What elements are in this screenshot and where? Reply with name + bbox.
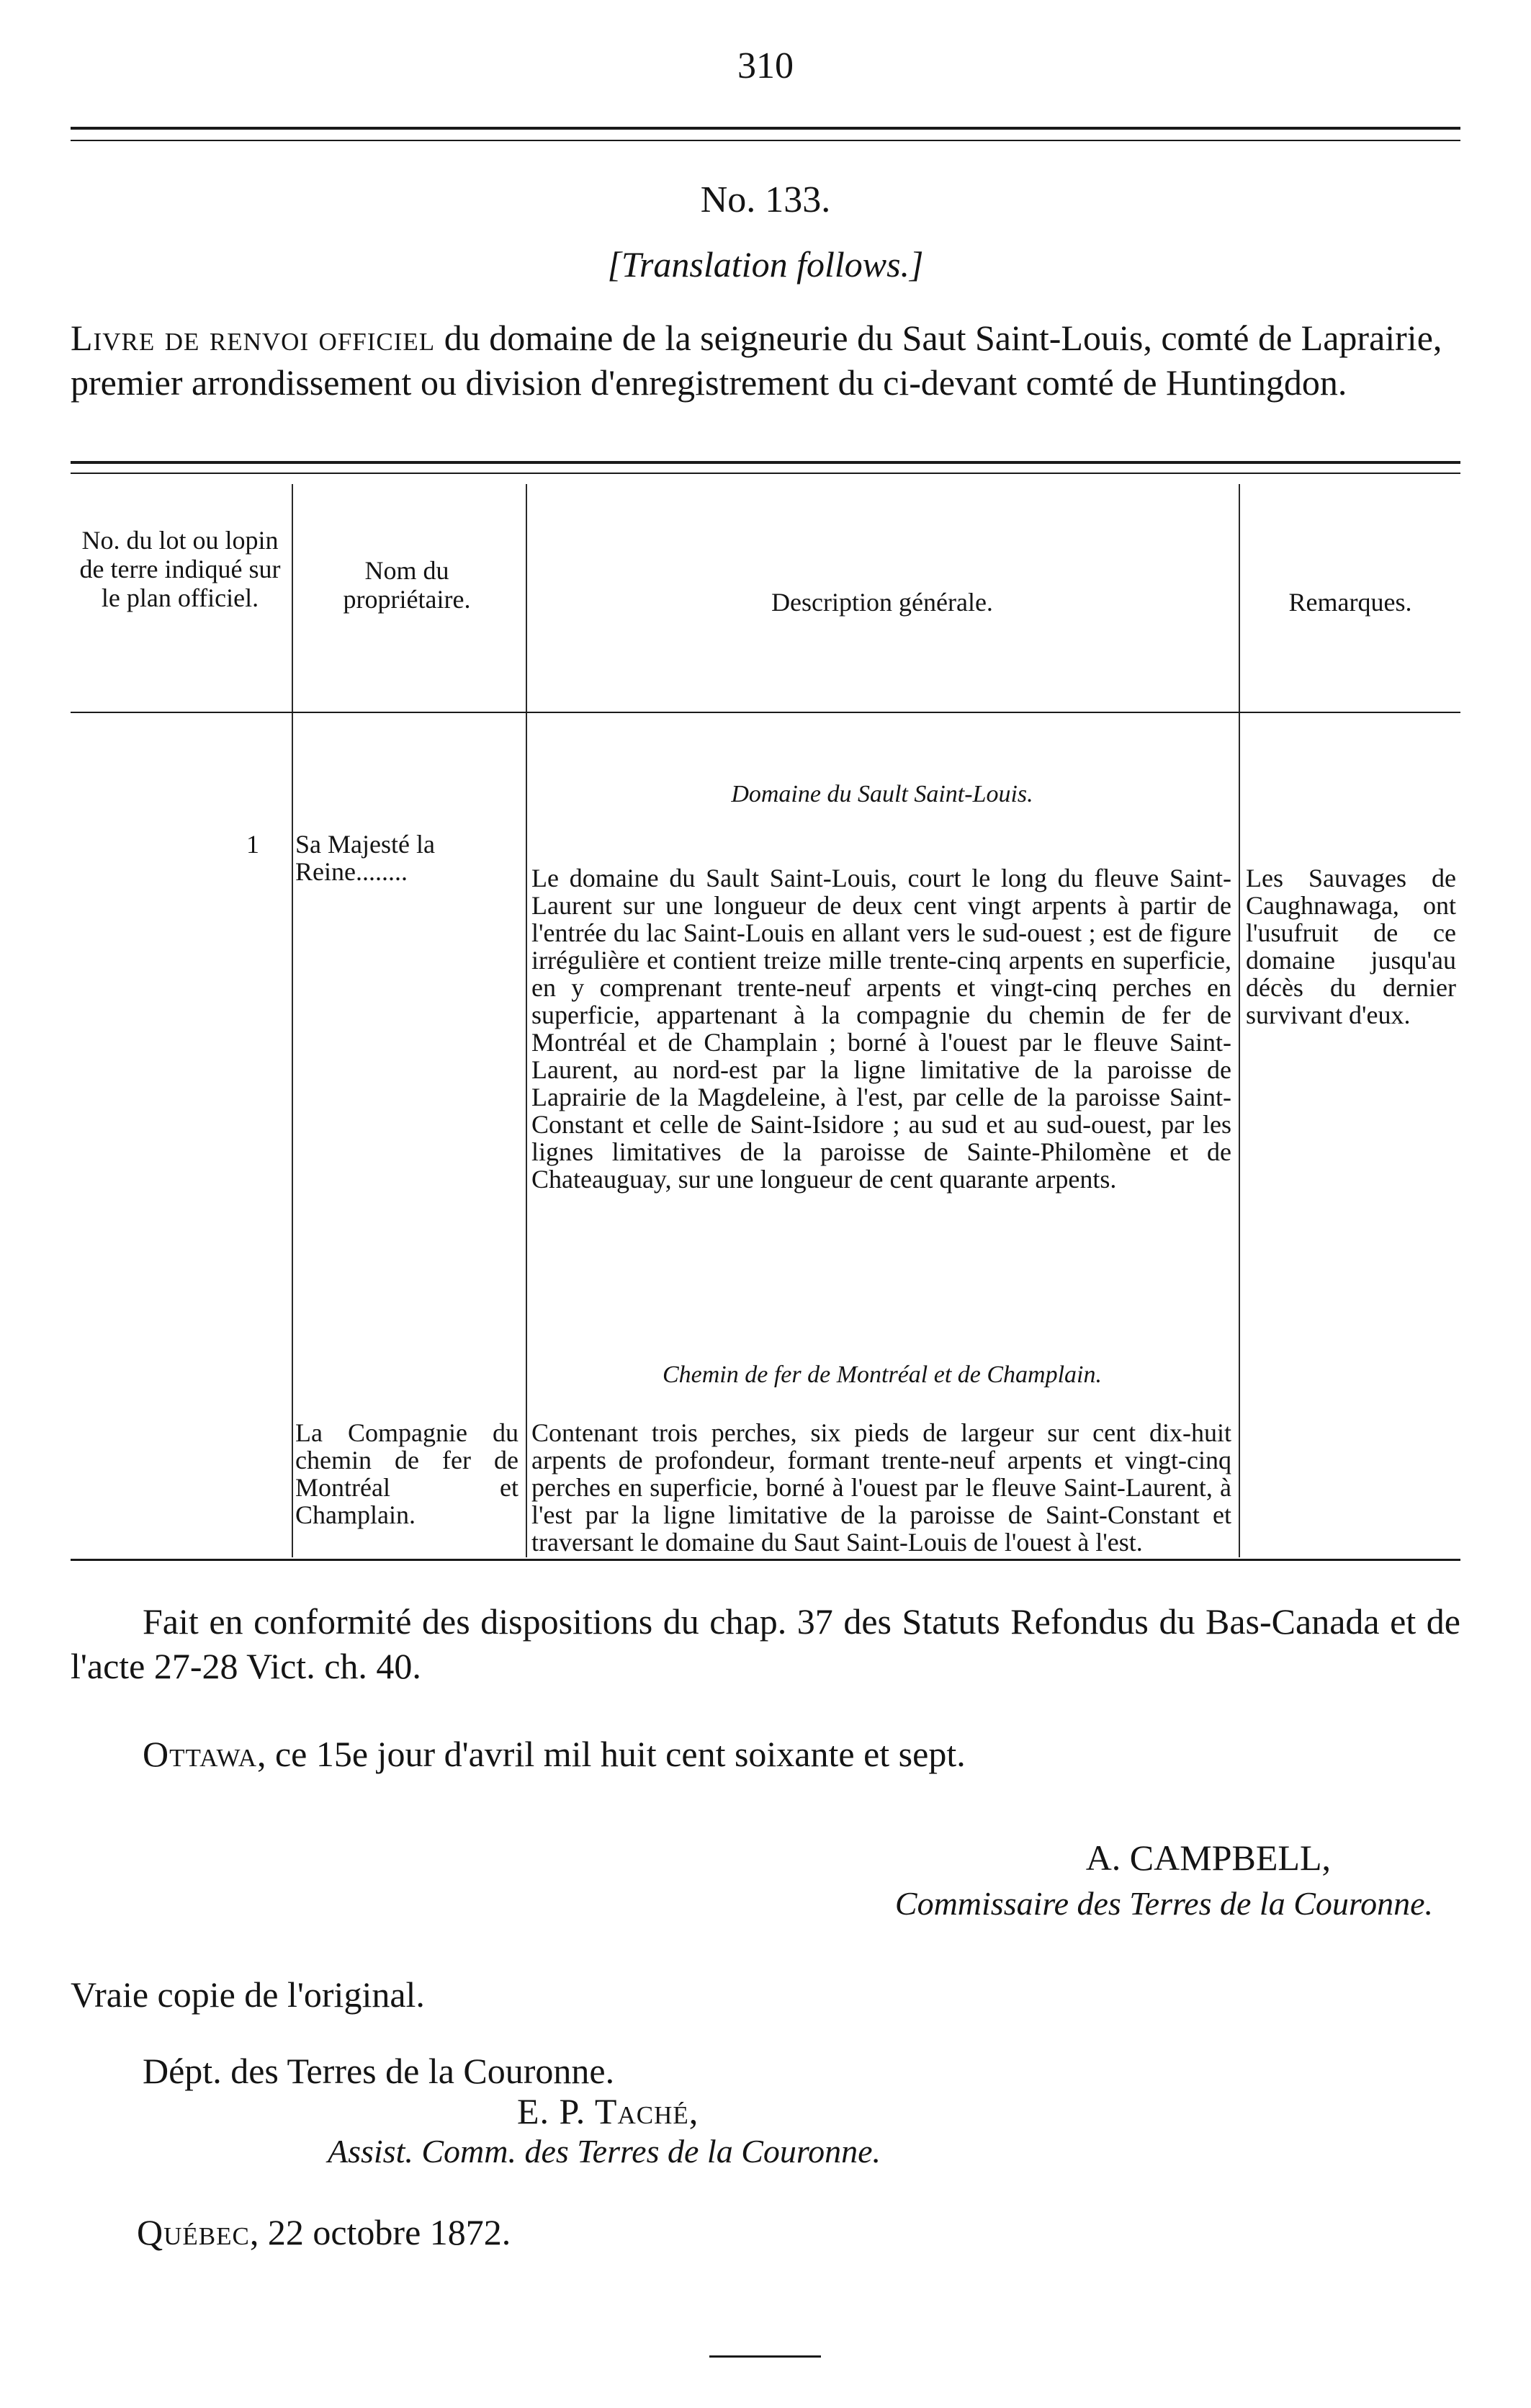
table-top-rule-2 — [71, 473, 1460, 474]
lot-number: 1 — [246, 830, 259, 859]
description-text: domaine du Sault Saint-Louis, court le long du fleuve Saint-Laurent sur une longueur de deux cent vingt arpents à partir de l'entrée du lac Saint-Louis en allant vers le sud-ouest ; est de figure irrégulière et contient treize mille trente-cinq arpents en superficie, en y comprenant trente-neuf arpents et vingt-cinq perches en superficie, appartenant à la compagnie du chemin de fer de Montréal et de Champlain ; borné à l'ouest par le fleuve Saint-Laurent, au nord-est par la ligne limitative de la paroisse de Laprairie de la Magdeleine, à l'est, par celle de la paroisse Saint-Constant et celle de Saint-Isidore ; au sud et au sud-ouest, par les lignes limitatives de la paroisse de Sainte-Philomène et de Chateauguay, sur une longueur de cent quarante arpents. — [531, 864, 1231, 1194]
intro-paragraph — [71, 315, 1460, 405]
header-rule — [71, 712, 1460, 713]
top-rule-2 — [71, 140, 1460, 141]
table-top-rule-1 — [71, 461, 1460, 464]
table-bottom-rule — [71, 1559, 1460, 1561]
description-lead-2: Contenant — [531, 1418, 638, 1447]
remarks-domaine: Les Sauvages de Caughnawaga, ont l'usufruit de ce domaine jusqu'au décès du dernier survivant d'eux. — [1246, 864, 1456, 1029]
owner-compagnie: La Compagnie du chemin de fer de Montréal et Champlain. — [295, 1418, 518, 1529]
closing-place: Québec — [137, 2212, 250, 2252]
header-lot: No. du lot ou lopin de terre indiqué sur le plan officiel. — [79, 526, 281, 612]
description-chemin — [531, 1419, 1231, 1556]
description-domaine — [531, 864, 1231, 1193]
signature-2-text: E. P. Taché, — [517, 2091, 699, 2131]
signature-1-name: A. CAMPBELL, — [1085, 1838, 1331, 1878]
intro-text: du domaine de la seigneurie du Saut Saint-Louis, comté de Laprairie, premier arrondissement ou division d'enregistrement du ci-devant comté de Huntingdon. — [71, 318, 1442, 403]
owner-reine: Sa Majesté la Reine........ — [295, 830, 435, 886]
closing-dateline — [137, 2210, 1001, 2255]
intro-lead: Livre de renvoi officiel — [71, 318, 436, 358]
copy-note: Vraie copie de l'original. — [71, 1974, 425, 2015]
section-title-chemin: Chemin de fer de Montréal et de Champlain. — [662, 1361, 1102, 1388]
conformity-paragraph: Fait en conformité des dispositions du chap. 37 des Statuts Refondus du Bas-Canada et de l'acte 27-28 Vict. ch. 40. — [71, 1601, 1460, 1686]
signature-2-role: Assist. Comm. des Terres de la Couronne. — [328, 2133, 881, 2170]
document-number: No. 133. — [700, 179, 831, 220]
column-divider-1 — [292, 484, 293, 1557]
header-owner: Nom du propriétaire. — [343, 556, 471, 614]
description-text-2: trois perches, six pieds de largeur sur cent dix-huit arpents de profondeur, formant trente-neuf arpents et vingt-cinq perches en superficie, borné à l'ouest par le fleuve Saint-Laurent, à l'est par la ligne limitative de la paroisse de Saint-Constant et traversant le domaine du Saut Saint-Louis de l'ouest à l'est. — [531, 1418, 1231, 1557]
top-rule-1 — [71, 127, 1460, 130]
closing-text: , 22 octobre 1872. — [249, 2212, 511, 2252]
description-lead: Le — [531, 864, 559, 892]
dateline-place: Ottawa — [143, 1734, 257, 1774]
dateline-text: , ce 15e jour d'avril mil huit cent soixante et sept. — [256, 1734, 966, 1774]
section-title-domaine: Domaine du Sault Saint-Louis. — [731, 781, 1033, 807]
signature-2-name — [517, 2089, 1093, 2134]
page-number: 310 — [737, 45, 794, 86]
column-divider-3 — [1239, 484, 1240, 1557]
signature-1-role: Commissaire des Terres de la Couronne. — [894, 1885, 1433, 1922]
dateline — [143, 1732, 1439, 1776]
header-description: Description générale. — [771, 588, 993, 617]
header-remarks: Remarques. — [1288, 588, 1412, 617]
end-rule — [709, 2355, 821, 2358]
translation-note: [Translation follows.] — [607, 244, 924, 285]
department: Dépt. des Terres de la Couronne. — [143, 2051, 615, 2091]
column-divider-2 — [526, 484, 527, 1557]
